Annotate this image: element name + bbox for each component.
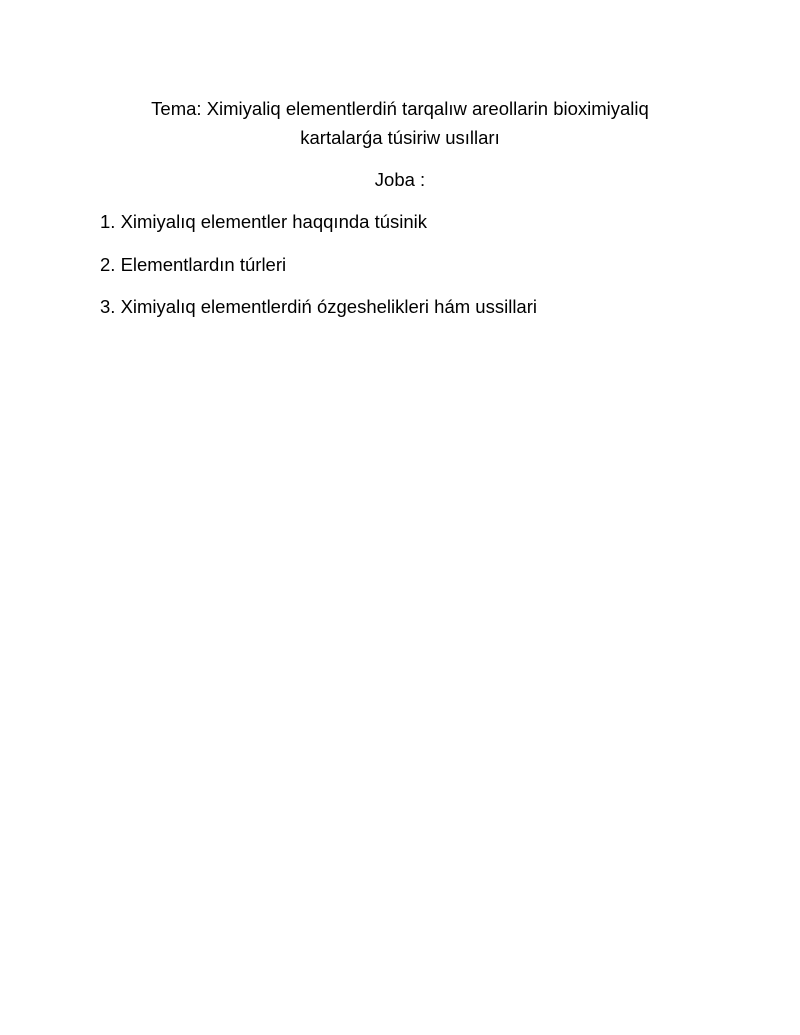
- title-line-1: Tema: Ximiyaliq elementlerdiń tarqalıw areollarin bioximiyaliq: [151, 98, 649, 119]
- document-title: [100, 94, 700, 152]
- plan-heading: Joba :: [374, 169, 426, 190]
- plan-item-1: 1. Ximiyalıq elementler haqqında túsinik: [100, 211, 428, 232]
- title-line-2: kartalarǵa túsiriw usılları: [300, 127, 500, 148]
- plan-item-3: 3. Ximiyalıq elementlerdiń ózgeshelikleri hám ussillari: [100, 296, 537, 317]
- plan-item-2: 2. Elementlardın túrleri: [100, 254, 287, 275]
